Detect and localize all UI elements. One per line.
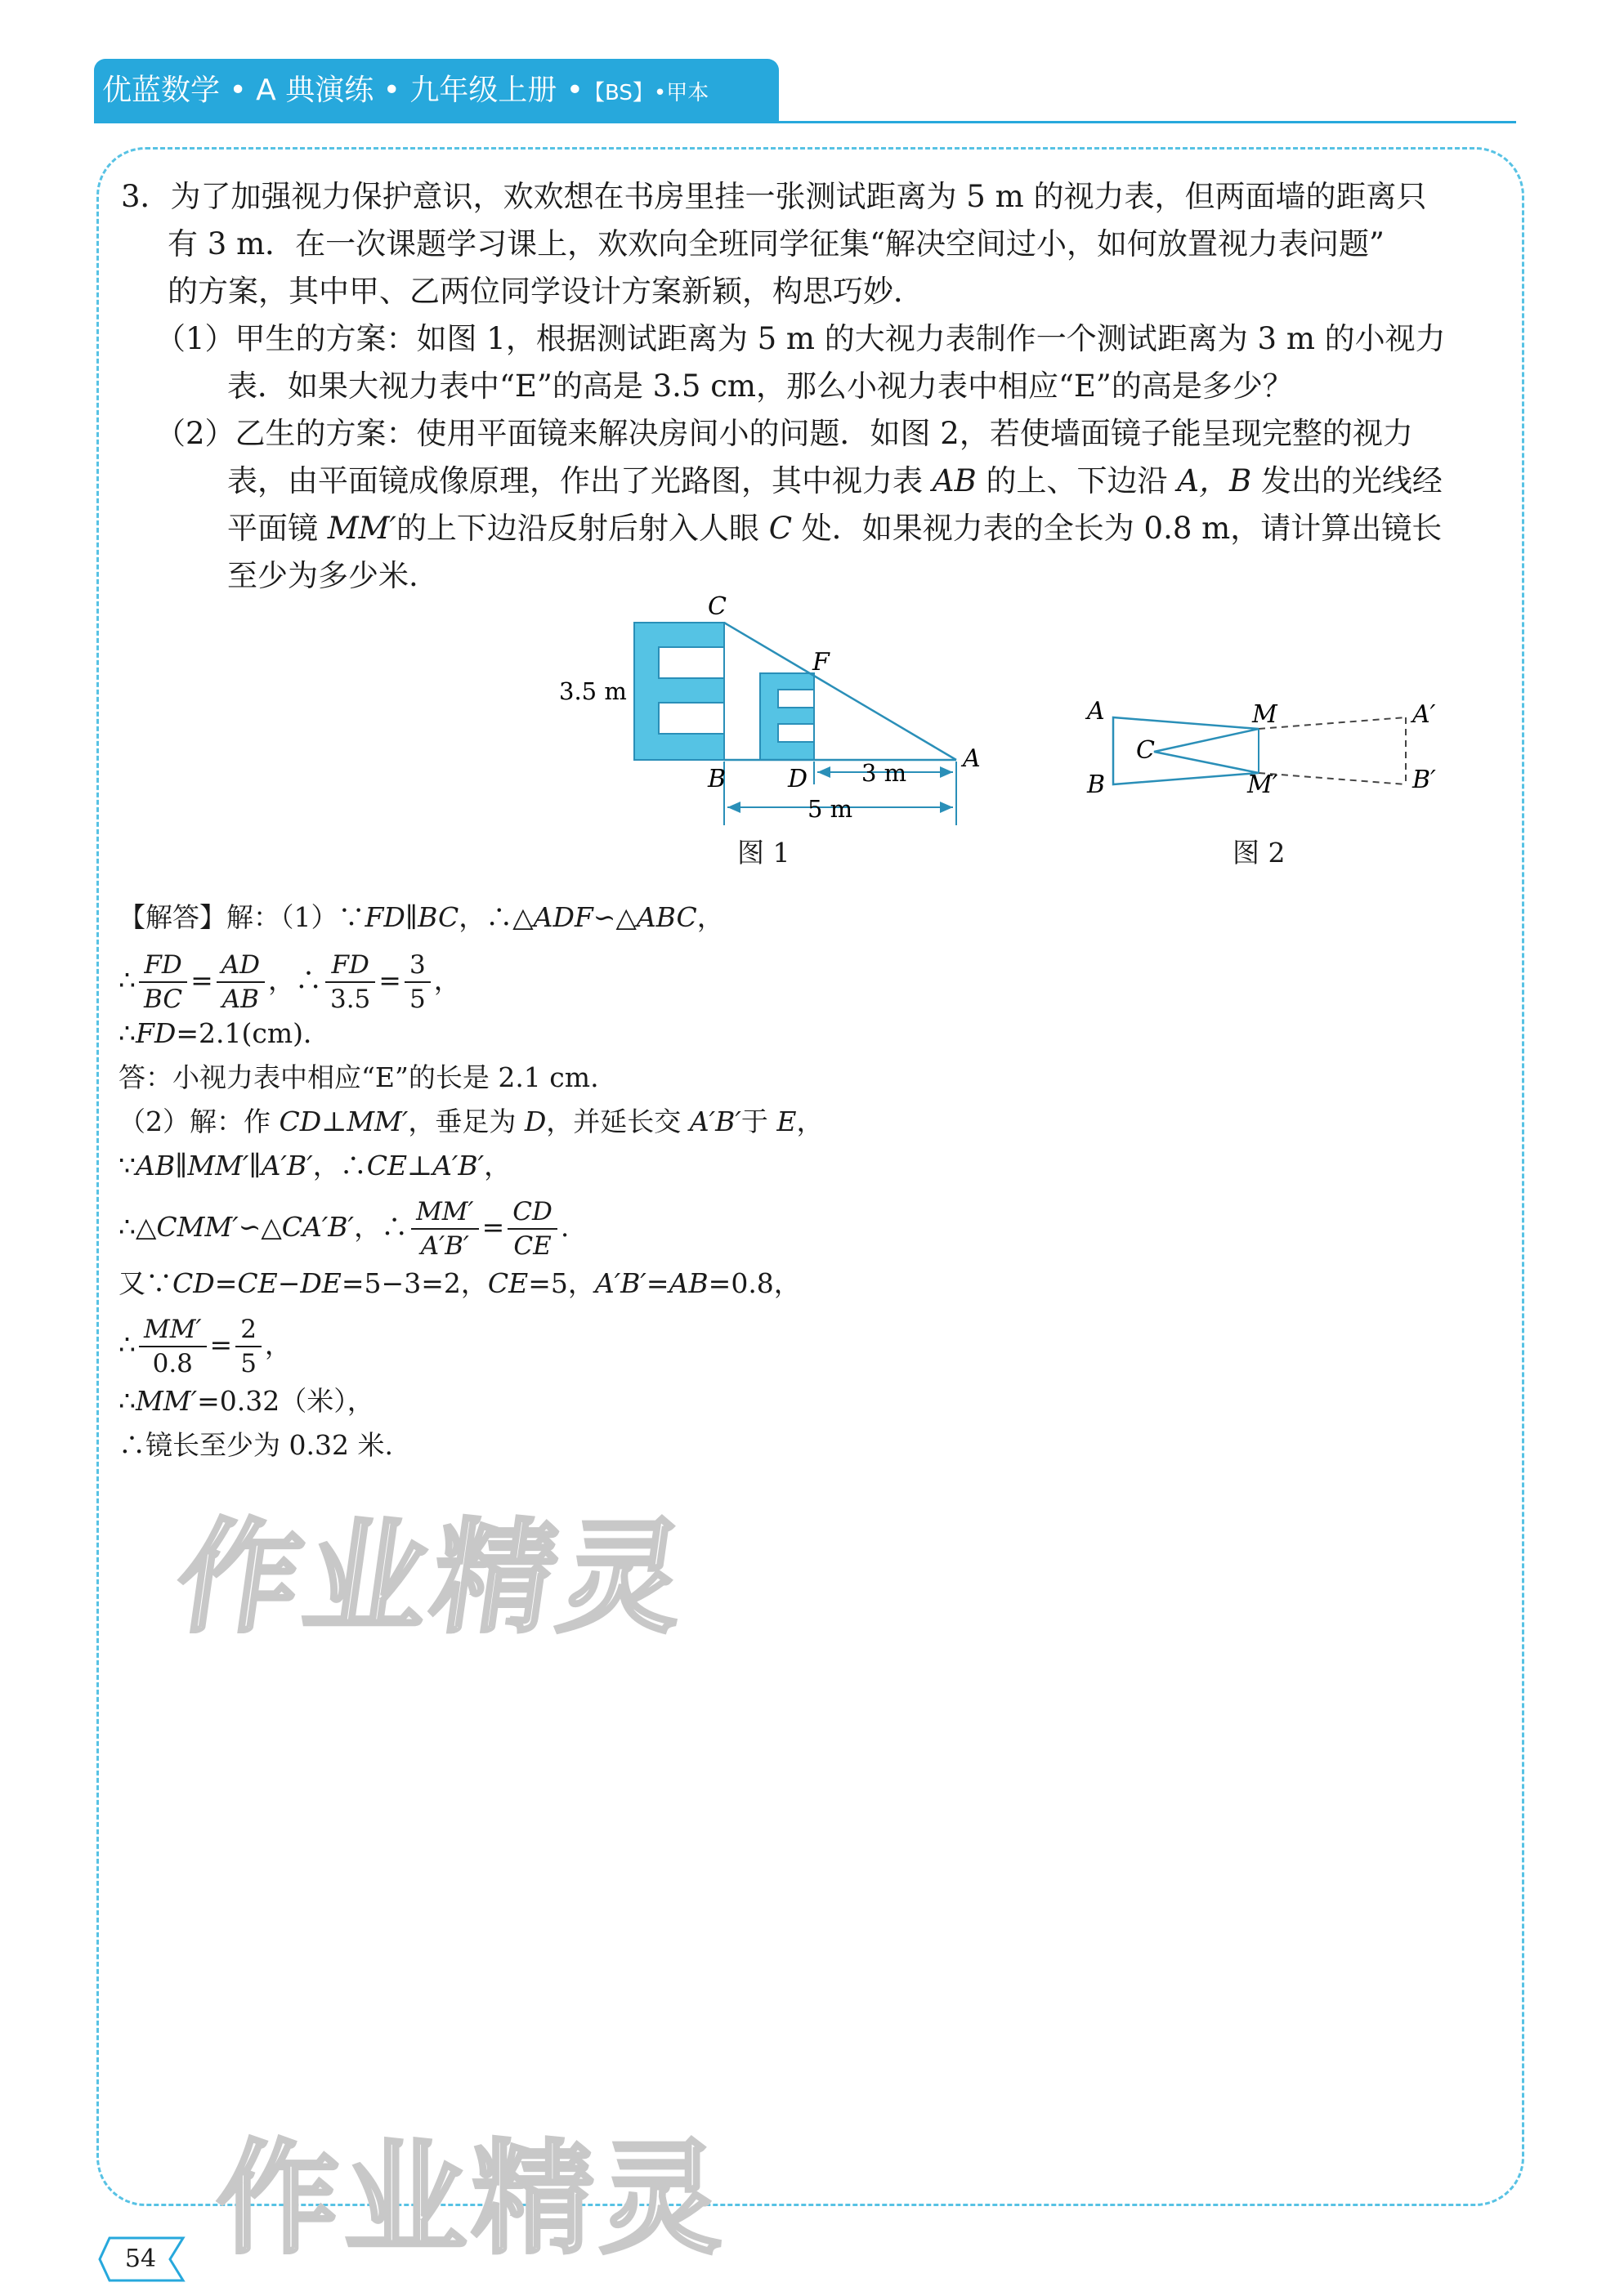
part2-ab-points: A，B — [1177, 463, 1252, 498]
sol2-therefore: ∴ — [119, 964, 136, 996]
part2-c: C — [768, 511, 793, 546]
solution-line-1 — [119, 896, 724, 940]
fig2-dashed-bottom — [1259, 773, 1406, 784]
sol1-e: ∽△ — [593, 901, 637, 933]
sol7-d: CA′B′ — [281, 1211, 355, 1243]
solution-line-4: 答：小视力表中相应“E”的长是 2.1 cm. — [119, 1061, 599, 1093]
sol5-f: A′B′ — [689, 1106, 741, 1137]
sol8-f: A′B′=AB — [594, 1267, 709, 1299]
part1-line-1: （1）甲生的方案：如图 1，根据测试距离为 5 m 的大视力表制作一个测试距离为 3 m 的小视力 — [155, 321, 1446, 356]
sol7-b: CMM′ — [156, 1211, 239, 1243]
small-eye-chart — [760, 673, 814, 760]
sol5-d: D — [524, 1106, 547, 1137]
problem-line-3: 的方案，其中甲、乙两位同学设计方案新颖，构思巧妙． — [168, 274, 924, 309]
fig1-label-f: F — [812, 648, 830, 677]
frac-num: CD — [512, 1197, 553, 1226]
part2-line-2 — [227, 458, 1443, 505]
fig1-label-d: D — [788, 765, 808, 793]
sol6-b: AB∥MM′∥A′B′ — [136, 1150, 313, 1182]
solution-line-10 — [119, 1379, 374, 1423]
header-variant: 甲本 — [666, 81, 709, 105]
sol7-a: ∴△ — [119, 1211, 157, 1243]
fig2-label-a: A — [1087, 697, 1105, 726]
frac-num: MM′ — [416, 1197, 474, 1226]
big-eye-chart — [634, 623, 724, 760]
fig1-height-label: 3.5 m — [559, 677, 627, 705]
fraction-mm-08 — [139, 1313, 207, 1380]
frac-den: 0.8 — [152, 1349, 193, 1378]
sol3-b: FD — [136, 1017, 177, 1049]
sol9-therefore: ∴ — [119, 1329, 136, 1360]
sol6-a: ∵ — [119, 1150, 136, 1182]
sol5-e: ，并延长交 — [546, 1106, 682, 1137]
frac-den: 5 — [240, 1349, 257, 1378]
problem-line-1: 3．为了加强视力保护意识，欢欢想在书房里挂一张测试距离为 5 m 的视力表，但两面墙的距离只 — [121, 179, 1427, 214]
sol7-end: . — [560, 1211, 570, 1243]
fraction-3-5 — [405, 949, 431, 1016]
sol2-comma: ，∴ — [267, 964, 322, 996]
part2-line-3-c: 的上下边沿反射后射入人眼 — [396, 511, 759, 546]
fig2-light-path — [1113, 717, 1259, 784]
part2-line-3-e: 处．如果视力表的全长为 0.8 m，请计算出镜长 — [801, 511, 1443, 546]
frac-den: BC — [144, 985, 183, 1014]
frac-num: AD — [221, 950, 260, 980]
solution-line-2 — [119, 940, 461, 1021]
sol7-e: ，∴ — [354, 1211, 409, 1243]
solution-line-6 — [119, 1144, 511, 1188]
sol8-a: 又∵ — [119, 1267, 172, 1299]
sol10-a: ∴ — [119, 1385, 136, 1417]
fraction-fd-bc — [139, 949, 187, 1016]
sol8-b: CD=CE−DE — [172, 1267, 342, 1299]
frac-den: AB — [221, 985, 259, 1014]
frac-den: 5 — [409, 985, 426, 1014]
frac-num: 3 — [405, 949, 431, 983]
sol10-b: MM′ — [136, 1385, 198, 1417]
sol5-i: ， — [796, 1106, 824, 1137]
sol5-g: 于 — [740, 1106, 768, 1137]
part2-mm: MM′ — [327, 511, 396, 546]
sol5-c: ，垂足为 — [408, 1106, 517, 1137]
sol3-a: ∴ — [119, 1017, 136, 1049]
sol2-eq2: = — [378, 964, 401, 996]
problem-line-2: 有 3 m．在一次课题学习课上，欢欢向全班同学征集“解决空间过小，如何放置视力表问题” — [168, 226, 1385, 261]
part2-ab: AB — [932, 463, 977, 498]
fig2-label-b-prime: B′ — [1412, 766, 1436, 794]
header-edition: 【BS】 — [584, 81, 654, 105]
header-separator: • — [653, 81, 667, 105]
sol7-eq: = — [481, 1211, 505, 1243]
figure-1 — [548, 588, 1005, 866]
fig2-label-a-prime: A′ — [1412, 700, 1436, 729]
sol8-e: =5， — [528, 1267, 595, 1299]
sol8-d: CE — [487, 1267, 529, 1299]
frac-num: FD — [331, 950, 369, 980]
part2-line-2-e: 发出的光线经 — [1260, 463, 1443, 498]
frac-num: MM′ — [144, 1315, 202, 1344]
sol5-b: CD⊥MM′ — [279, 1106, 409, 1137]
fig1-label-a: A — [963, 744, 981, 773]
header-rule — [94, 121, 1516, 123]
fig2-label-m: M — [1252, 700, 1277, 729]
line-ca — [724, 623, 956, 760]
sol1-f: ABC — [636, 901, 697, 933]
fig2-label-m-prime: M′ — [1247, 771, 1278, 799]
figure-1-caption: 图 1 — [737, 837, 790, 869]
part2-line-4: 至少为多少米. — [227, 558, 418, 593]
sol9-eq: = — [209, 1329, 233, 1360]
sol5-a: （2）解：作 — [119, 1106, 271, 1137]
solution-line-5 — [119, 1100, 823, 1144]
part2-line-3-a: 平面镜 — [227, 511, 318, 546]
solution-line-7 — [119, 1186, 569, 1268]
part2-line-3 — [227, 505, 1442, 552]
part2-line-2-a: 表，由平面镜成像原理，作出了光路图，其中视力表 — [227, 463, 923, 498]
frac-den: 3.5 — [329, 985, 371, 1014]
solution-line-11: ∴镜长至少为 0.32 米. — [119, 1429, 393, 1461]
sol1-g: ， — [696, 901, 724, 933]
sol6-e: ， — [484, 1150, 512, 1182]
fig2-label-c: C — [1136, 736, 1155, 765]
frac-den: A′B′ — [420, 1231, 469, 1261]
sol8-c: =5−3=2， — [341, 1267, 488, 1299]
fraction-cd-ce — [508, 1195, 557, 1262]
part2-line-1: （2）乙生的方案：使用平面镜来解决房间小的问题．如图 2，若使墙面镜子能呈现完整的视力 — [155, 416, 1413, 451]
fraction-mm-ab — [411, 1195, 479, 1262]
fraction-fd-35 — [325, 949, 375, 1016]
part1-line-2: 表．如果大视力表中“E”的高是 3.5 cm，那么小视力表中相应“E”的高是多少？ — [227, 369, 1293, 404]
sol7-c: ∽△ — [238, 1211, 282, 1243]
fig1-label-c: C — [708, 592, 727, 621]
fig2-dashed-top — [1259, 717, 1406, 729]
fig1-label-b: B — [708, 765, 727, 793]
fraction-2-5 — [235, 1313, 262, 1380]
sol6-d: CE⊥A′B′ — [366, 1150, 485, 1182]
sol6-c: ，∴ — [312, 1150, 367, 1182]
sol1-d: ADF — [533, 901, 593, 933]
header-title: 优蓝数学 • A 典演练 • 九年级上册 • — [102, 74, 584, 107]
watermark-upper: 作业精灵 — [168, 1508, 699, 1650]
header-band — [94, 59, 779, 123]
fig2-label-b: B — [1087, 771, 1106, 799]
frac-num: FD — [144, 950, 182, 980]
sol2-eq: = — [190, 964, 213, 996]
figure-2-caption: 图 2 — [1233, 837, 1286, 869]
sol3-c: =2.1(cm)． — [176, 1017, 331, 1049]
part2-line-2-c: 的上、下边沿 — [986, 463, 1168, 498]
sol10-c: =0.32（米）， — [197, 1385, 374, 1417]
sol1-c: ，∴△ — [459, 901, 534, 933]
frac-num: 2 — [235, 1313, 262, 1347]
frac-den: CE — [513, 1231, 552, 1261]
solution-line-9 — [119, 1304, 292, 1386]
fig1-dist-5m: 5 m — [808, 795, 853, 823]
sol9-end: ， — [264, 1329, 292, 1360]
sol5-h: E — [776, 1106, 797, 1137]
sol1-a: 【解答】解：（1）∵ — [119, 901, 365, 933]
solution-line-8 — [119, 1262, 801, 1306]
page-number: 54 — [124, 2245, 157, 2273]
fig1-dist-3m: 3 m — [861, 759, 907, 787]
fraction-ad-ab — [217, 949, 265, 1016]
figure-2 — [1079, 686, 1455, 817]
sol1-b: FD∥BC — [365, 901, 459, 933]
watermark-lower: 作业精灵 — [217, 2128, 727, 2271]
sol2-end: ， — [433, 964, 461, 996]
sol8-g: =0.8， — [708, 1267, 801, 1299]
solution-line-3 — [119, 1012, 330, 1056]
